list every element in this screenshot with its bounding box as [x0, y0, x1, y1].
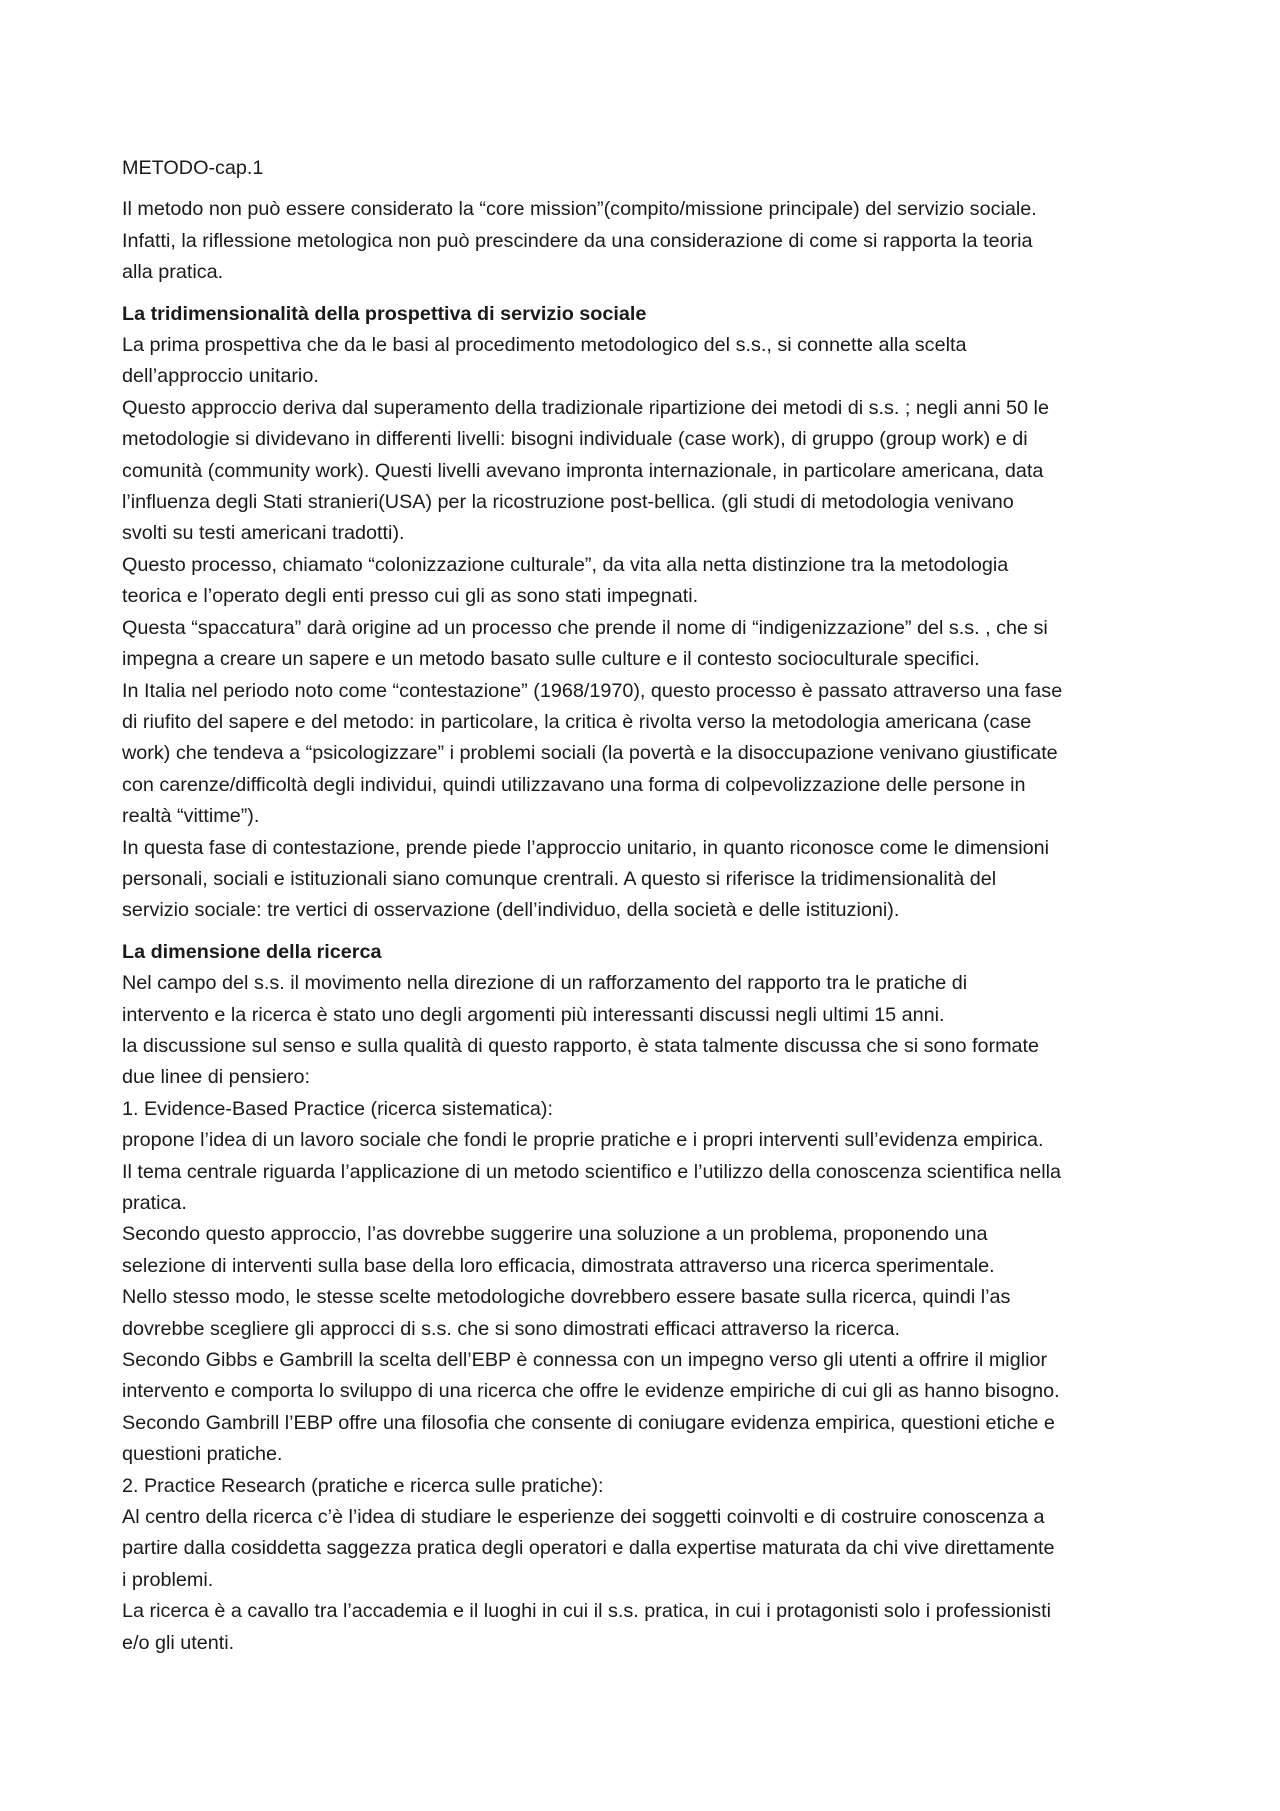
text-line: due linee di pensiero:	[122, 1066, 311, 1089]
text-line: con carenze/difficoltà degli individui, quindi utilizzavano una forma di colpevolizzazione delle persone in	[122, 773, 1026, 796]
text-line: Secondo questo approccio, l’as dovrebbe suggerire una soluzione a un problema, proponendo una	[122, 1223, 988, 1246]
text-line: Nello stesso modo, le stesse scelte metodologiche dovrebbero essere basate sulla ricerca, quindi l’as	[122, 1286, 1011, 1309]
text-line: Infatti, la riflessione metologica non può prescindere da una considerazione di come si rapporta la teoria	[122, 229, 1033, 252]
text-line: work) che tendeva a “psicologizzare” i problemi sociali (la povertà e la disoccupazione venivano giustificate	[122, 742, 1058, 765]
text-line: Nel campo del s.s. il movimento nella direzione di un rafforzamento del rapporto tra le pratiche di	[122, 972, 968, 995]
text-line: la discussione sul senso e sulla qualità di questo rapporto, è stata talmente discussa che si sono formate	[122, 1034, 1040, 1057]
document-title: METODO-cap.1	[122, 157, 264, 179]
text-line: Questo processo, chiamato “colonizzazione culturale”, da vita alla netta distinzione tra la metodologia	[122, 553, 1009, 576]
text-line: La prima prospettiva che da le basi al procedimento metodologico del s.s., si connette alla scelta	[122, 334, 967, 357]
list-item-heading: 2. Practice Research (pratiche e ricerca sulle pratiche):	[122, 1474, 604, 1497]
section-research	[122, 937, 1172, 1659]
text-line: In Italia nel periodo noto come “contestazione” (1968/1970), questo processo è passato attraverso una fase	[122, 679, 1063, 702]
text-line: Questa “spaccatura” darà origine ad un processo che prende il nome di “indigenizzazione” del s.s. , che si	[122, 616, 1048, 639]
document-page	[122, 153, 1172, 1669]
text-line: personali, sociali e istituzionali siano comunque crentrali. A questo si riferisce la tridimensionalità del	[122, 867, 997, 890]
text-line: realtà “vittime”).	[122, 805, 260, 828]
text-line: La ricerca è a cavallo tra l’accademia e il luoghi in cui il s.s. pratica, in cui i protagonisti solo i professionisti	[122, 1600, 1052, 1623]
text-line: Secondo Gibbs e Gambrill la scelta dell’EBP è connessa con un impegno verso gli utenti a offrire il miglior	[122, 1349, 1048, 1372]
text-line: propone l’idea di un lavoro sociale che fondi le proprie pratiche e i propri interventi sull’evidenza empirica.	[122, 1129, 1044, 1152]
text-line: Questo approccio deriva dal superamento della tradizionale ripartizione dei metodi di s.s. ; negli anni 50 le	[122, 396, 1049, 419]
text-line: Secondo Gambrill l’EBP offre una filosofia che consente di coniugare evidenza empirica, questioni etiche e	[122, 1411, 1055, 1434]
section-body	[122, 330, 1172, 927]
text-line: questioni pratiche.	[122, 1443, 283, 1466]
text-line: dell’approccio unitario.	[122, 365, 319, 388]
section-heading: La tridimensionalità della prospettiva di servizio sociale	[122, 302, 647, 325]
text-line: In questa fase di contestazione, prende piede l’approccio unitario, in quanto riconosce come le dimensioni	[122, 836, 1049, 859]
text-line: i problemi.	[122, 1568, 214, 1591]
text-line: di riufito del sapere e del metodo: in particolare, la critica è rivolta verso la metodologia americana (case	[122, 710, 1032, 733]
section-body	[122, 968, 1172, 1659]
text-line: Il metodo non può essere considerato la “core mission”(compito/missione principale) del servizio sociale.	[122, 198, 1037, 221]
text-line: partire dalla cosiddetta saggezza pratica degli operatori e dalla expertise maturata da chi vive direttamente	[122, 1537, 1055, 1560]
text-line: intervento e comporta lo sviluppo di una ricerca che offre le evidenze empiriche di cui gli as hanno bisogno.	[122, 1380, 1060, 1403]
text-line: intervento e la ricerca è stato uno degli argomenti più interessanti discussi negli ultimi 15 anni.	[122, 1003, 945, 1026]
text-line: pratica.	[122, 1192, 187, 1214]
text-line: Al centro della ricerca c’è l’idea di studiare le esperienze dei soggetti coinvolti e di costruire conoscenza a	[122, 1506, 1045, 1529]
text-line: alla pratica.	[122, 261, 224, 284]
section-heading: La dimensione della ricerca	[122, 940, 382, 963]
text-line: selezione di interventi sulla base della loro efficacia, dimostrata attraverso una ricerca sperimentale.	[122, 1254, 995, 1277]
text-line: impegna a creare un sapere e un metodo basato sulle culture e il contesto socioculturale specifici.	[122, 648, 980, 671]
text-line: l’influenza degli Stati stranieri(USA) per la ricostruzione post-bellica. (gli studi di metodologia venivano	[122, 491, 1014, 514]
text-line: dovrebbe scegliere gli approcci di s.s. che si sono dimostrati efficaci attraverso la ricerca.	[122, 1317, 901, 1340]
text-line: e/o gli utenti.	[122, 1631, 235, 1654]
intro-paragraph	[122, 194, 1172, 288]
list-item-heading: 1. Evidence-Based Practice (ricerca sistematica):	[122, 1097, 553, 1120]
text-line: servizio sociale: tre vertici di osservazione (dell’individuo, della società e delle istituzioni).	[122, 899, 900, 922]
text-line: Il tema centrale riguarda l’applicazione di un metodo scientifico e l’utilizzo della conoscenza scientifica nella	[122, 1160, 1062, 1183]
text-line: svolti su testi americani tradotti).	[122, 522, 405, 545]
text-line: teorica e l’operato degli enti presso cui gli as sono stati impegnati.	[122, 585, 699, 608]
text-line: comunità (community work). Questi livelli avevano impronta internazionale, in particolare americana, data	[122, 459, 1044, 482]
text-line: metodologie si dividevano in differenti livelli: bisogni individuale (case work), di gruppo (group work) e di	[122, 428, 1028, 451]
section-tridimensionality	[122, 299, 1172, 927]
